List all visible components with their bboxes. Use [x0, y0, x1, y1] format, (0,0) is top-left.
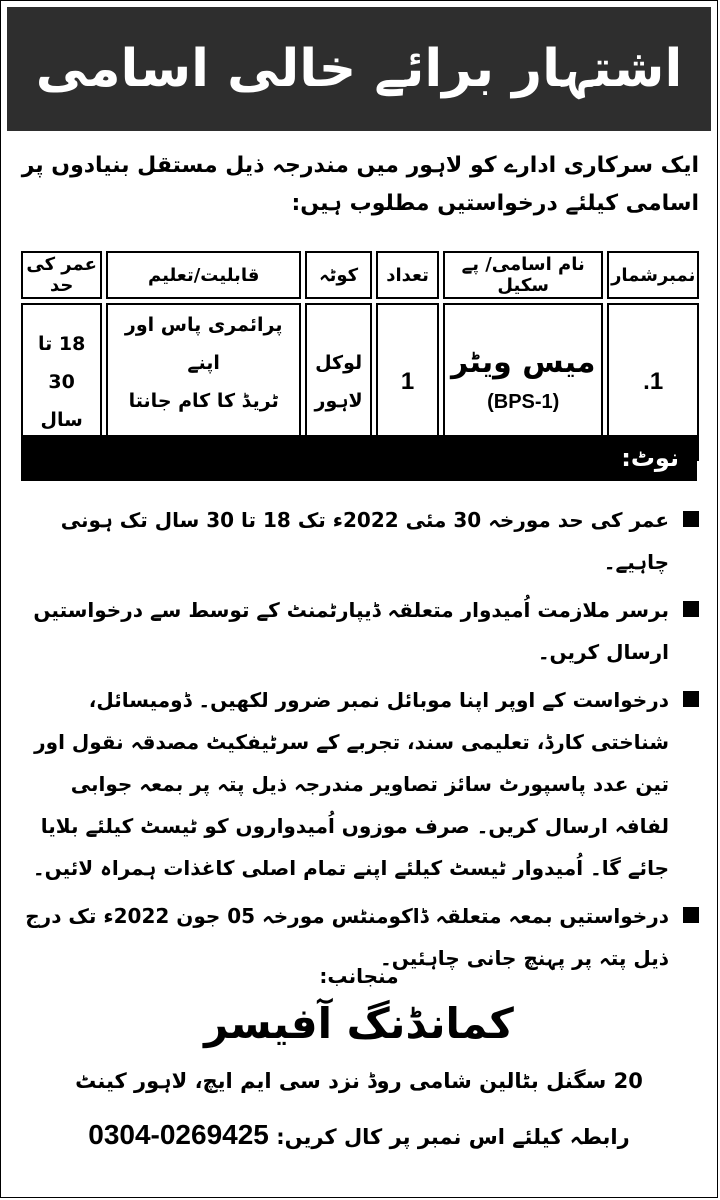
- count-value: 1: [400, 367, 415, 395]
- header-post: نام اسامی/ پے سکیل: [443, 251, 603, 299]
- post-name: میس ویٹر: [450, 345, 596, 380]
- header-age: عمر کی حد: [21, 251, 102, 299]
- quota-line2: لاہور: [314, 390, 363, 412]
- square-bullet-icon: [683, 601, 699, 617]
- pay-scale: (BPS-1): [487, 391, 560, 413]
- list-item: [19, 589, 699, 673]
- note-text: درخواست کے اوپر اپنا موبائل نمبر ضرور لکھیں۔ ڈومیسائل، شناختی کارڈ، تعلیمی سند، تجربے کے سرٹیفکیٹ مصدقہ نقول اور تین عدد پاسپورٹ سائز تصاویر مندرجہ ذیل پتہ پر بمعہ جوابی لفافہ ارسال کریں۔ صرف موزوں اُمیدواروں کو ٹیسٹ کیلئے بلایا جائے گا۔ اُمیدوار ٹیسٹ کیلئے اپنے تمام اصلی کاغذات ہمراہ لائیں۔: [32, 688, 669, 880]
- from-label: منجانب:: [319, 964, 399, 988]
- list-item: [19, 679, 699, 889]
- header-serial: نمبرشمار: [607, 251, 699, 299]
- note-text: عمر کی حد مورخہ 30 مئی 2022ء تک 18 تا 30 سال تک ہونی چاہیے۔: [60, 508, 669, 574]
- phone-number: 0304-0269425: [88, 1119, 269, 1150]
- header-quota: کوٹہ: [305, 251, 372, 299]
- vacancy-table: [17, 247, 703, 465]
- officer-title: کمانڈنگ آفیسر: [204, 999, 514, 1048]
- square-bullet-icon: [683, 691, 699, 707]
- notes-list: [19, 499, 699, 985]
- intro-text: ایک سرکاری ادارے کو لاہور میں مندرجہ ذیل مستقل بنیادوں پر اسامی کیلئے درخواستیں مطلوب ہیں:: [21, 153, 699, 216]
- square-bullet-icon: [683, 907, 699, 923]
- note-text: درخواستیں بمعہ متعلقہ ڈاکومنٹس مورخہ 05 جون 2022ء تک درج ذیل پتہ پر پہنچ جانی چاہئیں۔: [25, 904, 669, 970]
- serial-value: 1.: [643, 367, 664, 395]
- contact-label: رابطہ کیلئے اس نمبر پر کال کریں:: [276, 1125, 630, 1149]
- table-header-row: [21, 251, 699, 299]
- list-item: [19, 499, 699, 583]
- age-line1: 18 تا: [37, 333, 86, 355]
- square-bullet-icon: [683, 511, 699, 527]
- contact-line: [1, 1107, 717, 1165]
- header-qualification: قابلیت/تعلیم: [106, 251, 301, 299]
- header-count: تعداد: [376, 251, 439, 299]
- footer: [1, 959, 717, 1165]
- quota-line1: لوکل: [315, 352, 363, 374]
- note-text: برسر ملازمت اُمیدوار متعلقہ ڈیپارٹمنٹ کے توسط سے درخواستیں ارسال کریں۔: [33, 598, 669, 664]
- note-heading: نوٹ:: [621, 444, 679, 472]
- headline-banner: اشتہار برائے خالی اسامی: [7, 7, 711, 131]
- qualification-line2: ٹریڈ کا کام جانتا: [128, 390, 279, 412]
- age-line2: 30 سال: [40, 371, 83, 431]
- qualification-line1: پرائمری پاس اور اپنے: [124, 314, 283, 374]
- note-heading-bar: [21, 435, 697, 481]
- office-address: 20 سگنل بٹالین شامی روڈ نزد سی ایم ایچ، لاہور کینٹ: [75, 1069, 643, 1093]
